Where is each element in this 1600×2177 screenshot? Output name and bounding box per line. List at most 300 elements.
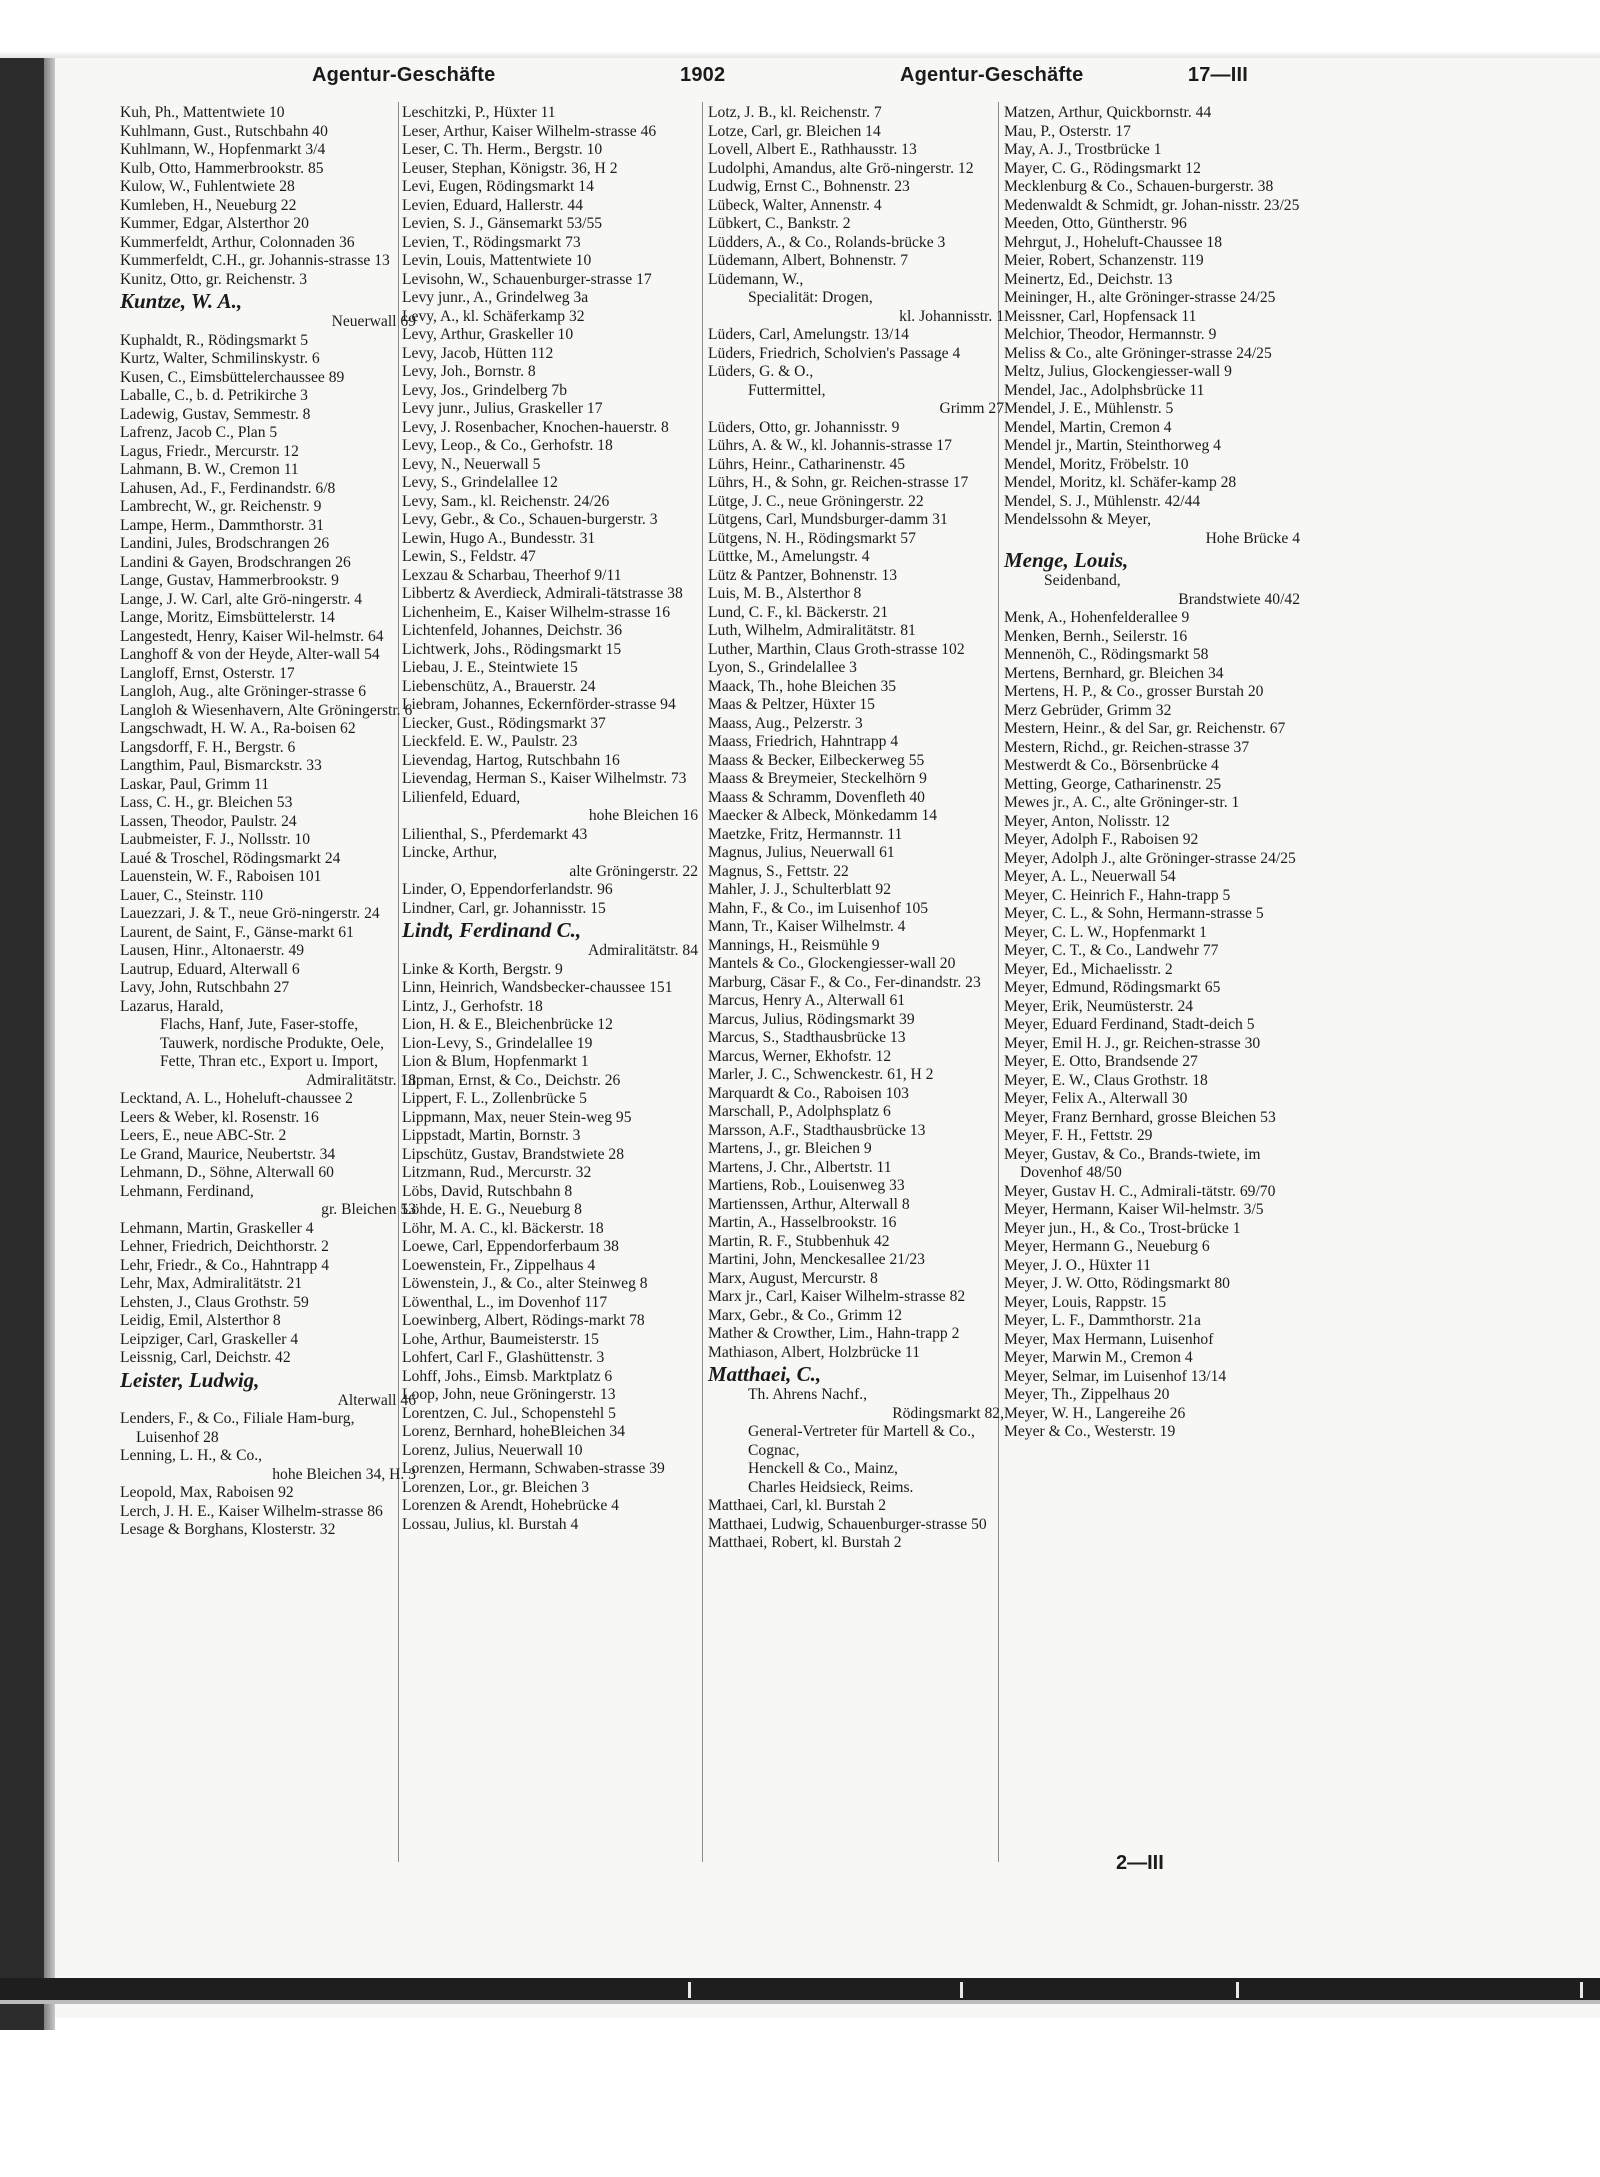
directory-entry: Lilienfeld, Eduard, (402, 788, 521, 806)
directory-entry: Lüdemann, W., (708, 270, 804, 288)
directory-entry: Loewe, Carl, Eppendorferbaum 38 (402, 1238, 619, 1255)
directory-entry: Mennenöh, C., Rödingsmarkt 58 (1004, 646, 1209, 663)
directory-entry: Lohe, Arthur, Baumeisterstr. 15 (402, 1330, 599, 1348)
scan-top-margin (0, 0, 1600, 58)
directory-entry: Maas & Peltzer, Hüxter 15 (708, 696, 875, 713)
directory-entry: Lincke, Arthur, (402, 844, 498, 861)
directory-entry: Leidig, Emil, Alsterthor 8 (120, 1312, 281, 1329)
directory-entry: Alterwall 46 (337, 1391, 416, 1409)
directory-entry: Matthaei, Robert, kl. Burstah 2 (708, 1534, 902, 1551)
directory-entry: Levy junr., Julius, Graskeller 17 (402, 400, 603, 417)
directory-entry: Mathiason, Albert, Holzbrücke 11 (708, 1343, 921, 1361)
directory-entry: Lütgens, N. H., Rödingsmarkt 57 (708, 529, 916, 547)
directory-entry: Langschwadt, H. W. A., Ra-boisen 62 (120, 720, 356, 737)
directory-entry: Levy, Gebr., & Co., Schauen-burgerstr. 3 (402, 511, 658, 528)
directory-entry: Mahler, J. J., Schulterblatt 92 (708, 881, 892, 898)
directory-entry: Meyer, L. F., Dammthorstr. 21a (1004, 1312, 1201, 1329)
directory-entry: Magnus, Julius, Neuerwall 61 (708, 844, 895, 861)
directory-entry: Lüders, Otto, gr. Johannisstr. 9 (708, 418, 900, 436)
directory-entry: Martin, A., Hasselbrookstr. 16 (708, 1214, 897, 1231)
directory-entry: Lesage & Borghans, Klosterstr. 32 (120, 1521, 336, 1538)
directory-entry: Lüders, Friedrich, Scholvien's Passage 4 (708, 344, 961, 362)
directory-entry: Lenning, L. H., & Co., (120, 1447, 263, 1464)
directory-entry: Löwenthal, L., im Dovenhof 117 (402, 1293, 608, 1311)
directory-column-4 (1004, 104, 1302, 1442)
directory-entry: Kusen, C., Eimsbüttelerchaussee 89 (120, 368, 345, 386)
directory-entry: Meyer, Edmund, Rödingsmarkt 65 (1004, 979, 1221, 996)
directory-entry: Meyer, Anton, Nolisstr. 12 (1004, 812, 1170, 830)
directory-entry: Lotz, J. B., kl. Reichenstr. 7 (708, 104, 882, 121)
directory-entry: Hohe Brücke 4 (1205, 529, 1300, 547)
directory-entry: alte Gröningerstr. 22 (569, 862, 698, 880)
directory-entry: Lipschütz, Gustav, Brandstwiete 28 (402, 1145, 625, 1163)
directory-entry: Levin, Louis, Mattentwiete 10 (402, 252, 592, 269)
directory-entry: General-Vertreter für Martell & Co., Cognac, (748, 1423, 975, 1459)
directory-entry: Luther, Marthin, Claus Groth-strasse 102 (708, 640, 965, 658)
directory-entry: Maecker & Albeck, Mönkedamm 14 (708, 807, 938, 824)
directory-entry: Langestedt, Henry, Kaiser Wil-helmstr. 64 (120, 627, 384, 645)
directory-entry: Lüdemann, Albert, Bohnenstr. 7 (708, 252, 909, 269)
directory-entry: Levy, Joh., Bornstr. 8 (402, 363, 536, 380)
directory-entry: Lion-Levy, S., Grindelallee 19 (402, 1034, 593, 1052)
directory-entry: Loewenstein, Fr., Zippelhaus 4 (402, 1256, 596, 1274)
sheet-signature: 2—III (1116, 1852, 1164, 1874)
directory-entry: Löhde, H. E. G., Neueburg 8 (402, 1201, 582, 1218)
directory-entry: Meyer, Eduard Ferdinand, Stadt-deich 5 (1004, 1016, 1255, 1033)
directory-entry: hohe Bleichen 34, H. 3 (272, 1465, 416, 1483)
directory-entry: gr. Bleichen 53 (321, 1201, 416, 1218)
directory-entry: Metting, George, Catharinenstr. 25 (1004, 775, 1222, 793)
directory-entry: Mayer, C. G., Rödingsmarkt 12 (1004, 159, 1201, 177)
directory-entry: Luth, Wilhelm, Admiralitätstr. 81 (708, 622, 916, 639)
directory-entry: Lovell, Albert E., Rathhausstr. 13 (708, 141, 917, 158)
directory-entry: Menge, Louis, (1004, 548, 1129, 572)
directory-entry: Meyer, Erik, Neumüsterstr. 24 (1004, 997, 1194, 1015)
directory-entry: Maass & Schramm, Dovenfleth 40 (708, 788, 925, 806)
directory-entry: Leipziger, Carl, Graskeller 4 (120, 1330, 299, 1348)
directory-entry: Lautrup, Eduard, Alterwall 6 (120, 960, 300, 978)
directory-entry: Laurent, de Saint, F., Gänse-markt 61 (120, 923, 354, 941)
directory-entry: Kumleben, H., Neueburg 22 (120, 196, 297, 214)
directory-entry: Brandstwiete 40/42 (1178, 590, 1300, 608)
directory-entry: Meyer, Gustav H. C., Admirali-tätstr. 69/70 (1004, 1182, 1276, 1200)
directory-entry: Lahmann, B. W., Cremon 11 (120, 461, 299, 478)
directory-entry: Lorenz, Julius, Neuerwall 10 (402, 1441, 583, 1459)
page-header (312, 64, 1248, 98)
directory-entry: Lange, Moritz, Eimsbüttelerstr. 14 (120, 609, 335, 626)
directory-entry: Magnus, S., Fettstr. 22 (708, 862, 849, 880)
directory-entry: Meyer, C. L., & Sohn, Hermann-strasse 5 (1004, 905, 1264, 922)
directory-entry: Kurtz, Walter, Schmilinskystr. 6 (120, 350, 320, 367)
directory-entry: Lievendag, Herman S., Kaiser Wilhelmstr. 73 (402, 770, 687, 787)
directory-entry: Meininger, H., alte Gröninger-strasse 24/25 (1004, 289, 1276, 306)
directory-entry: Lenders, F., & Co., Filiale Ham-burg, Luisenhof 28 (120, 1410, 355, 1446)
directory-entry: Marcus, S., Stadthausbrücke 13 (708, 1029, 906, 1046)
directory-entry: Merz Gebrüder, Grimm 32 (1004, 701, 1172, 719)
directory-entry: Meyer, Adolph F., Raboisen 92 (1004, 831, 1199, 848)
directory-entry: Meyer, C. L. W., Hopfenmarkt 1 (1004, 923, 1207, 941)
directory-entry: Lorenzen, Hermann, Schwaben-strasse 39 (402, 1460, 665, 1477)
directory-entry: Lehsten, J., Claus Grothstr. 59 (120, 1293, 309, 1311)
directory-entry: Meyer, W. H., Langereihe 26 (1004, 1404, 1186, 1422)
directory-entry: Maass, Friedrich, Hahntrapp 4 (708, 733, 899, 750)
directory-entry: Mecklenburg & Co., Schauen-burgerstr. 38 (1004, 178, 1274, 195)
directory-entry: May, A. J., Trostbrücke 1 (1004, 141, 1162, 158)
directory-entry: Linke & Korth, Bergstr. 9 (402, 960, 563, 978)
directory-entry: Ladewig, Gustav, Semmestr. 8 (120, 405, 311, 423)
directory-entry: Medenwaldt & Schmidt, gr. Johan-nisstr. 23/25 (1004, 196, 1300, 214)
directory-entry: Menk, A., Hohenfelderallee 9 (1004, 609, 1190, 626)
directory-entry: Maetzke, Fritz, Hermannstr. 11 (708, 825, 903, 843)
directory-entry: Lion, H. & E., Bleichenbrücke 12 (402, 1016, 613, 1033)
directory-entry: Lüdders, A., & Co., Rolands-brücke 3 (708, 233, 946, 251)
directory-entry: Lievendag, Hartog, Rutschbahn 16 (402, 751, 620, 769)
directory-entry: Marx, August, Mercurstr. 8 (708, 1269, 878, 1287)
directory-entry: Meliss & Co., alte Gröninger-strasse 24/25 (1004, 344, 1272, 362)
directory-entry: Lotze, Carl, gr. Bleichen 14 (708, 122, 881, 140)
directory-entry: Lecktand, A. L., Hoheluft-chaussee 2 (120, 1090, 353, 1107)
directory-entry: Marcus, Julius, Rödingsmarkt 39 (708, 1010, 915, 1028)
header-page-number: 17—III (1187, 64, 1248, 86)
directory-entry: Meyer, Selmar, im Luisenhof 13/14 (1004, 1367, 1227, 1385)
directory-entry: Marx jr., Carl, Kaiser Wilhelm-strasse 82 (708, 1288, 966, 1305)
directory-entry: Rödingsmarkt 82, (892, 1404, 1004, 1422)
directory-column-3 (708, 104, 1006, 1553)
directory-entry: Meltz, Julius, Glockengiesser-wall 9 (1004, 363, 1232, 380)
directory-entry: Landini, Jules, Brodschrangen 26 (120, 535, 330, 552)
directory-entry: Lütgens, Carl, Mundsburger-damm 31 (708, 511, 948, 528)
directory-entry: Meyer & Co., Westerstr. 19 (1004, 1423, 1176, 1440)
directory-entry: Mendel, J. E., Mühlenstr. 5 (1004, 400, 1174, 417)
directory-entry: Martens, J. Chr., Albertstr. 11 (708, 1158, 892, 1176)
directory-entry: Lütz & Pantzer, Bohnenstr. 13 (708, 566, 898, 584)
directory-entry: Lauer, C., Steinstr. 110 (120, 886, 264, 904)
directory-entry: Leers & Weber, kl. Rosenstr. 16 (120, 1108, 319, 1126)
directory-entry: Mendel, S. J., Mühlenstr. 42/44 (1004, 492, 1201, 510)
directory-entry: Lyon, S., Grindelallee 3 (708, 659, 857, 676)
directory-entry: Lexzau & Scharbau, Theerhof 9/11 (402, 566, 622, 584)
directory-entry: Lion & Blum, Hopfenmarkt 1 (402, 1053, 589, 1070)
directory-entry: Menken, Bernh., Seilerstr. 16 (1004, 627, 1188, 645)
directory-entry: Loop, John, neue Gröningerstr. 13 (402, 1386, 616, 1403)
directory-entry: Mau, P., Osterstr. 17 (1004, 122, 1131, 140)
directory-entry: Admiralitätstr. 84 (587, 942, 698, 959)
directory-entry: Levy, A., kl. Schäferkamp 32 (402, 307, 585, 325)
directory-entry: Matthaei, Carl, kl. Burstah 2 (708, 1497, 886, 1514)
directory-entry: Maass & Becker, Eilbeckerweg 55 (708, 751, 925, 769)
directory-entry: Marquardt & Co., Raboisen 103 (708, 1084, 909, 1102)
directory-entry: Lausen, Hinr., Altonaerstr. 49 (120, 942, 305, 959)
directory-entry: Lehmann, D., Söhne, Alterwall 60 (120, 1164, 334, 1181)
directory-entry: Löbs, David, Rutschbahn 8 (402, 1182, 573, 1200)
directory-entry: Lintz, J., Gerhofstr. 18 (402, 997, 543, 1015)
directory-entry: Levy, Jos., Grindelberg 7b (402, 381, 568, 399)
directory-entry: Lieckfeld. E. W., Paulstr. 23 (402, 733, 578, 750)
directory-entry: Lewin, Hugo A., Bundesstr. 31 (402, 529, 596, 547)
directory-entry: Lohff, Johs., Eimsb. Marktplatz 6 (402, 1367, 613, 1385)
directory-entry: Neuerwall 69 (331, 313, 416, 330)
directory-entry: Meyer, Ed., Michaelisstr. 2 (1004, 960, 1173, 978)
directory-entry: Levy, Jacob, Hütten 112 (402, 344, 554, 362)
directory-entry: Lossau, Julius, kl. Burstah 4 (402, 1515, 579, 1533)
directory-entry: Lampe, Herm., Dammthorstr. 31 (120, 516, 324, 534)
directory-entry: Langsdorff, F. H., Bergstr. 6 (120, 738, 296, 756)
directory-entry: Langhoff & von der Heyde, Alter-wall 54 (120, 646, 380, 663)
directory-entry: Lippstadt, Martin, Bornstr. 3 (402, 1127, 581, 1144)
directory-entry: Mestern, Richd., gr. Reichen-strasse 37 (1004, 738, 1250, 756)
directory-entry: Lührs, A. & W., kl. Johannis-strasse 17 (708, 437, 952, 454)
directory-entry: Leopold, Max, Raboisen 92 (120, 1484, 294, 1501)
directory-entry: Litzmann, Rud., Mercurstr. 32 (402, 1164, 592, 1181)
directory-entry: Meyer, Adolph J., alte Gröninger-strasse 24/25 (1004, 849, 1296, 867)
directory-entry: Marler, J. C., Schwenckestr. 61, H 2 (708, 1066, 934, 1083)
directory-entry: Lassen, Theodor, Paulstr. 24 (120, 812, 297, 830)
directory-entry: Lührs, H., & Sohn, gr. Reichen-strasse 17 (708, 474, 969, 491)
directory-entry: Levien, S. J., Gänsemarkt 53/55 (402, 215, 603, 232)
directory-entry: Lindt, Ferdinand C., (402, 918, 582, 942)
directory-entry: Mahn, F., & Co., im Luisenhof 105 (708, 899, 929, 917)
scan-bottom-strip (0, 2000, 1600, 2004)
directory-entry: Leissnig, Carl, Deichstr. 42 (120, 1349, 291, 1366)
directory-entry: Matthaei, C., (708, 1362, 822, 1386)
directory-entry: Henckell & Co., Mainz, (748, 1460, 898, 1477)
directory-entry: Lipman, Ernst, & Co., Deichstr. 26 (402, 1071, 621, 1089)
directory-entry: Futtermittel, (748, 381, 826, 399)
directory-entry: Levy, J. Rosenbacher, Knochen-hauerstr. 8 (402, 418, 669, 436)
directory-entry: Levy junr., A., Grindelweg 3a (402, 289, 589, 306)
directory-entry: Mestern, Heinr., & del Sar, gr. Reichenstr. 67 (1004, 720, 1286, 737)
directory-entry: Meyer jun., H., & Co., Trost-brücke 1 (1004, 1219, 1241, 1237)
directory-entry: Kuntze, W. A., (120, 289, 243, 313)
directory-entry: Kulow, W., Fuhlentwiete 28 (120, 178, 295, 195)
directory-entry: Lass, C. H., gr. Bleichen 53 (120, 794, 293, 811)
directory-entry: Meyer, C. Heinrich F., Hahn-trapp 5 (1004, 886, 1231, 904)
directory-entry: Lazarus, Harald, (120, 997, 224, 1015)
directory-entry: Th. Ahrens Nachf., (748, 1386, 868, 1403)
directory-entry: Charles Heidsieck, Reims. (748, 1478, 914, 1496)
directory-entry: Langloh & Wiesenhavern, Alte Gröningerstr. 6 (120, 701, 413, 719)
directory-entry: Laué & Troschel, Rödingsmarkt 24 (120, 849, 341, 867)
directory-entry: Liebau, J. E., Steintwiete 15 (402, 659, 578, 676)
directory-entry: Ludwig, Ernst C., Bohnenstr. 23 (708, 178, 910, 195)
directory-entry: Kuphaldt, R., Rödingsmarkt 5 (120, 331, 308, 349)
directory-entry: Lehmann, Martin, Graskeller 4 (120, 1219, 314, 1237)
directory-entry: Marsson, A.F., Stadthausbrücke 13 (708, 1121, 926, 1139)
directory-entry: Meyer, E. Otto, Brandsende 27 (1004, 1053, 1198, 1070)
directory-entry: Mehrgut, J., Hoheluft-Chaussee 18 (1004, 233, 1222, 251)
directory-entry: Lambrecht, W., gr. Reichenstr. 9 (120, 498, 322, 515)
directory-entry: Levi, Eugen, Rödingsmarkt 14 (402, 178, 594, 195)
directory-entry: Leister, Ludwig, (120, 1367, 260, 1392)
directory-column-2 (402, 104, 700, 1534)
directory-entry: Meyer, A. L., Neuerwall 54 (1004, 868, 1176, 885)
directory-entry: Ludolphi, Amandus, alte Grö-ningerstr. 12 (708, 159, 974, 177)
directory-entry: Lichenheim, E., Kaiser Wilhelm-strasse 16 (402, 603, 671, 621)
directory-entry: Marcus, Werner, Ekhofstr. 12 (708, 1047, 892, 1065)
directory-entry: Lüttke, M., Amelungstr. 4 (708, 548, 870, 565)
directory-entry: Lahusen, Ad., F., Ferdinandstr. 6/8 (120, 479, 336, 497)
directory-entry: Loewinberg, Albert, Rödings-markt 78 (402, 1312, 645, 1329)
directory-entry: Kuh, Ph., Mattentwiete 10 (120, 104, 285, 121)
directory-entry: Leers, E., neue ABC-Str. 2 (120, 1127, 287, 1144)
directory-entry: kl. Johannisstr. 1 (899, 307, 1004, 325)
directory-entry: Langthim, Paul, Bismarckstr. 33 (120, 757, 322, 774)
directory-entry: Mann, Tr., Kaiser Wilhelmstr. 4 (708, 918, 906, 935)
directory-entry: Lilienthal, S., Pferdemarkt 43 (402, 825, 588, 843)
directory-entry: Levy, S., Grindelallee 12 (402, 474, 558, 491)
directory-entry: Specialität: Drogen, (748, 289, 873, 306)
directory-entry: Löwenstein, J., & Co., alter Steinweg 8 (402, 1275, 648, 1292)
directory-entry: Levisohn, W., Schauenburger-strasse 17 (402, 270, 652, 288)
directory-entry: Lund, C. F., kl. Bäckerstr. 21 (708, 603, 889, 621)
directory-entry: Mather & Crowther, Lim., Hahn-trapp 2 (708, 1325, 960, 1342)
directory-entry: Lewin, S., Feldstr. 47 (402, 548, 536, 565)
directory-entry: Libbertz & Averdieck, Admirali-tätstrasse 38 (402, 585, 683, 602)
directory-entry: Mantels & Co., Glockengiesser-wall 20 (708, 955, 956, 972)
directory-entry: Kuhlmann, Gust., Rutschbahn 40 (120, 122, 328, 140)
directory-entry: Matzen, Arthur, Quickbornstr. 44 (1004, 104, 1212, 121)
directory-entry: Lippmann, Max, neuer Stein-weg 95 (402, 1108, 632, 1126)
directory-entry: Maass, Aug., Pelzerstr. 3 (708, 714, 863, 732)
directory-entry: Marcus, Henry A., Alterwall 61 (708, 992, 906, 1009)
directory-entry: Meyer, F. H., Fettstr. 29 (1004, 1127, 1153, 1144)
directory-entry: Lorenz, Bernhard, hoheBleichen 34 (402, 1423, 625, 1440)
directory-entry: Mestwerdt & Co., Börsenbrücke 4 (1004, 757, 1219, 774)
directory-entry: Lehr, Max, Admiralitätstr. 21 (120, 1275, 303, 1292)
directory-entry: Leser, C. Th. Herm., Bergstr. 10 (402, 141, 603, 158)
directory-entry: Meyer, Th., Zippelhaus 20 (1004, 1386, 1170, 1403)
directory-entry: Lichtenfeld, Johannes, Deichstr. 36 (402, 622, 622, 639)
directory-entry: Lorentzen, C. Jul., Schopenstehl 5 (402, 1404, 616, 1422)
directory-entry: Lübeck, Walter, Annenstr. 4 (708, 196, 882, 214)
directory-entry: Meyer, Emil H. J., gr. Reichen-strasse 30 (1004, 1034, 1261, 1052)
directory-entry: Lüders, Carl, Amelungstr. 13/14 (708, 326, 909, 343)
directory-entry: Mendel, Jac., Adolphsbrücke 11 (1004, 381, 1205, 399)
directory-entry: Laubmeister, F. J., Nollsstr. 10 (120, 831, 311, 848)
directory-entry: Meyer, Felix A., Alterwall 30 (1004, 1090, 1188, 1107)
directory-entry: Liebram, Johannes, Eckernförder-strasse 94 (402, 696, 676, 713)
directory-entry: Linn, Heinrich, Wandsbecker-chaussee 151 (402, 979, 673, 996)
directory-entry: Meyer, Hermann G., Neueburg 6 (1004, 1238, 1210, 1255)
directory-entry: Mannings, H., Reismühle 9 (708, 936, 880, 954)
directory-entry: Landini & Gayen, Brodschrangen 26 (120, 553, 351, 571)
directory-entry: Martens, J., gr. Bleichen 9 (708, 1140, 872, 1157)
directory-entry: Lerch, J. H. E., Kaiser Wilhelm-strasse 86 (120, 1502, 383, 1520)
directory-entry: Lübkert, C., Bankstr. 2 (708, 215, 851, 232)
header-year: 1902 (680, 64, 726, 86)
directory-entry: Meyer, Max Hermann, Luisenhof (1004, 1330, 1214, 1348)
directory-entry: Meinertz, Ed., Deichstr. 13 (1004, 270, 1173, 288)
directory-entry: Meyer, Franz Bernhard, grosse Bleichen 53 (1004, 1108, 1276, 1126)
directory-entry: Melchior, Theodor, Hermannstr. 9 (1004, 326, 1217, 343)
directory-entry: hohe Bleichen 16 (588, 807, 698, 824)
directory-entry: Meyer, J. W. Otto, Rödingsmarkt 80 (1004, 1275, 1230, 1292)
directory-entry: Liecker, Gust., Rödingsmarkt 37 (402, 714, 606, 732)
directory-entry: Marschall, P., Adolphsplatz 6 (708, 1103, 891, 1120)
scan-bottom-band (0, 1978, 1600, 2000)
directory-entry: Marx, Gebr., & Co., Grimm 12 (708, 1306, 903, 1324)
directory-entry: Meyer, Marwin M., Cremon 4 (1004, 1349, 1193, 1366)
directory-entry: Lehr, Friedr., & Co., Hahntrapp 4 (120, 1256, 329, 1274)
directory-entry: Lagus, Friedr., Mercurstr. 12 (120, 442, 299, 460)
directory-entry: Levy, Arthur, Graskeller 10 (402, 326, 574, 343)
directory-entry: Linder, O, Eppendorferlandstr. 96 (402, 881, 613, 898)
directory-entry: Langloh, Aug., alte Gröninger-strasse 6 (120, 683, 367, 700)
directory-entry: Meissner, Carl, Hopfensack 11 (1004, 307, 1197, 325)
directory-entry: Lange, Gustav, Hammerbrookstr. 9 (120, 572, 339, 589)
directory-entry: Leschitzki, P., Hüxter 11 (402, 104, 556, 121)
directory-entry: Mewes jr., A. C., alte Gröninger-str. 1 (1004, 794, 1240, 811)
directory-entry: Lüders, G. & O., (708, 363, 814, 380)
directory-entry: Kummer, Edgar, Alsterthor 20 (120, 215, 309, 232)
directory-entry: Mertens, Bernhard, gr. Bleichen 34 (1004, 664, 1224, 682)
directory-entry: Meyer, Louis, Rappstr. 15 (1004, 1293, 1167, 1311)
directory-entry: Lütge, J. C., neue Gröningerstr. 22 (708, 492, 924, 510)
directory-entry: Maass & Breymeier, Steckelhörn 9 (708, 770, 927, 787)
directory-entry: Martiens, Rob., Louisenweg 33 (708, 1177, 905, 1194)
directory-entry: Kummerfeldt, Arthur, Colonnaden 36 (120, 233, 355, 251)
directory-entry: Lührs, Heinr., Catharinenstr. 45 (708, 455, 906, 473)
header-left-title: Agentur-Geschäfte (312, 64, 496, 86)
directory-entry: Luis, M. B., Alsterthor 8 (708, 585, 862, 602)
directory-entry: Lohfert, Carl F., Glashüttenstr. 3 (402, 1349, 605, 1366)
directory-entry: Lange, J. W. Carl, alte Grö-ningerstr. 4 (120, 590, 363, 608)
directory-entry: Meyer, Gustav, & Co., Brands-twiete, im Dovenhof 48/50 (1004, 1145, 1261, 1181)
directory-entry: Lehmann, Ferdinand, (120, 1182, 254, 1200)
directory-entry: Mendel, Moritz, Fröbelstr. 10 (1004, 455, 1189, 473)
column-divider (702, 102, 703, 1862)
header-right-title: Agentur-Geschäfte (900, 64, 1084, 86)
directory-entry: Meier, Robert, Schanzenstr. 119 (1004, 252, 1204, 269)
directory-entry: Meyer, C. T., & Co., Landwehr 77 (1004, 942, 1219, 959)
directory-entry: Meeden, Otto, Güntherstr. 96 (1004, 215, 1187, 232)
directory-entry: Levien, Eduard, Hallerstr. 44 (402, 196, 584, 214)
directory-entry: Laballe, C., b. d. Petrikirche 3 (120, 387, 308, 404)
directory-entry: Levy, Sam., kl. Reichenstr. 24/26 (402, 492, 610, 510)
directory-entry: Lavy, John, Rutschbahn 27 (120, 979, 290, 996)
directory-entry: Marburg, Cäsar F., & Co., Fer-dinandstr. 23 (708, 973, 981, 991)
directory-entry: Lauezzari, J. & T., neue Grö-ningerstr. 24 (120, 905, 380, 922)
directory-entry: Levy, Leop., & Co., Gerhofstr. 18 (402, 437, 613, 454)
directory-entry: Mendel jr., Martin, Steinthorweg 4 (1004, 437, 1221, 454)
directory-entry: Mertens, H. P., & Co., grosser Burstah 20 (1004, 683, 1264, 700)
directory-column-1 (120, 104, 418, 1540)
directory-entry: Matthaei, Ludwig, Schauenburger-strasse 50 (708, 1515, 987, 1533)
directory-entry: Lehner, Friedrich, Deichthorstr. 2 (120, 1238, 329, 1255)
directory-entry: Lindner, Carl, gr. Johannisstr. 15 (402, 899, 606, 917)
scan-left-border (0, 0, 44, 2030)
directory-entry: Admiralitätstr. 18 (305, 1071, 416, 1089)
directory-entry: Mendel, Martin, Cremon 4 (1004, 418, 1172, 436)
directory-entry: Martini, John, Menckesallee 21/23 (708, 1251, 925, 1268)
directory-entry: Lauenstein, W. F., Raboisen 101 (120, 868, 322, 885)
directory-entry: Lorenzen & Arendt, Hohebrücke 4 (402, 1497, 619, 1514)
directory-entry: Maack, Th., hohe Bleichen 35 (708, 677, 897, 695)
directory-entry: Seidenband, (1044, 572, 1121, 589)
directory-entry: Levien, T., Rödingsmarkt 73 (402, 233, 581, 251)
directory-entry: Kummerfeldt, C.H., gr. Johannis-strasse 13 (120, 252, 390, 269)
directory-entry: Löhr, M. A. C., kl. Bäckerstr. 18 (402, 1219, 604, 1237)
directory-entry: Kunitz, Otto, gr. Reichenstr. 3 (120, 270, 308, 288)
directory-entry: Kuhlmann, W., Hopfenmarkt 3/4 (120, 141, 326, 158)
directory-entry: Lafrenz, Jacob C., Plan 5 (120, 424, 278, 441)
directory-entry: Lippert, F. L., Zollenbrücke 5 (402, 1090, 587, 1107)
directory-entry: Meyer, E. W., Claus Grothstr. 18 (1004, 1071, 1208, 1089)
directory-entry: Mendel, Moritz, kl. Schäfer-kamp 28 (1004, 474, 1237, 491)
directory-entry: Meyer, J. O., Hüxter 11 (1004, 1256, 1151, 1274)
directory-entry: Mendelssohn & Meyer, (1004, 511, 1152, 528)
directory-entry: Liebenschütz, A., Brauerstr. 24 (402, 677, 596, 695)
